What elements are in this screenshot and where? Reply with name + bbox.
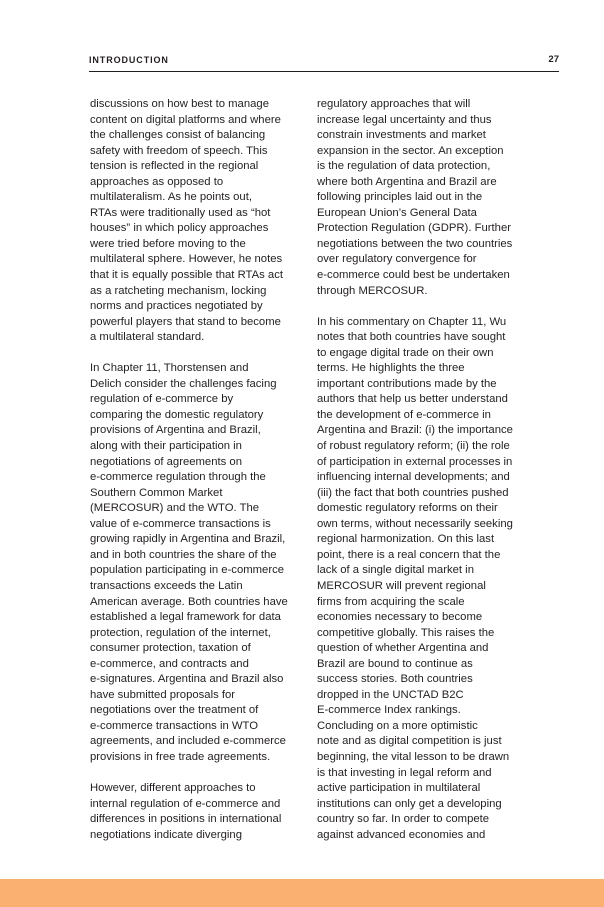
text-line: Protection Regulation (GDPR). Further <box>317 222 512 235</box>
text-line: competitive globally. This raises the <box>317 626 495 639</box>
text-line: as a ratcheting mechanism, locking <box>90 284 267 297</box>
text-line: negotiations between the two countries <box>317 237 513 250</box>
text-line: approaches as opposed to <box>90 175 224 188</box>
text-line: important contributions made by the <box>317 377 497 390</box>
text-line: negotiations over the treatment of <box>90 704 259 717</box>
paragraph-spacer <box>90 346 308 362</box>
text-line: value of e-commerce transactions is <box>90 517 271 530</box>
text-line: e-signatures. Argentina and Brazil also <box>90 673 284 686</box>
right-text-column <box>317 97 541 843</box>
text-line: tension is reflected in the regional <box>90 160 259 173</box>
text-line: powerful players that stand to become <box>90 315 281 328</box>
text-line: terms. He highlights the three <box>317 362 465 375</box>
text-line: e-commerce regulation through the <box>90 471 266 484</box>
text-line: comparing the domestic regulatory <box>90 408 264 421</box>
text-line: lack of a single digital market in <box>317 564 474 577</box>
text-line: (MERCOSUR) and the WTO. The <box>90 502 260 515</box>
text-line: domestic regulatory reforms on their <box>317 502 498 515</box>
text-line: growing rapidly in Argentina and Brazil, <box>90 533 286 546</box>
text-line: European Union’s General Data <box>317 206 477 219</box>
text-line: Argentina and Brazil: (i) the importance <box>317 424 513 437</box>
text-line: question of whether Argentina and <box>317 642 489 655</box>
text-line: where both Argentina and Brazil are <box>317 175 497 188</box>
text-line: dropped in the UNCTAD B2C <box>317 688 464 701</box>
text-line: Brazil are bound to continue as <box>317 657 473 670</box>
text-line: beginning, the vital lesson to be drawn <box>317 750 510 763</box>
text-line: expansion in the sector. An exception <box>317 144 504 157</box>
footer-color-band <box>0 879 604 907</box>
section-title: INTRODUCTION <box>89 55 169 65</box>
text-line: e-commerce transactions in WTO <box>90 719 259 732</box>
text-line: regional harmonization. On this last <box>317 533 495 546</box>
text-line: Southern Common Market <box>90 486 223 499</box>
text-line: E-commerce Index rankings. <box>317 704 461 717</box>
text-line: is the regulation of data protection, <box>317 160 491 173</box>
text-line: were tried before moving to the <box>90 237 246 250</box>
text-line: negotiations indicate diverging <box>90 828 242 841</box>
text-line: of participation in external processes in <box>317 455 513 468</box>
text-line: influencing internal developments; and <box>317 471 510 484</box>
text-line: e-commerce, and contracts and <box>90 657 249 670</box>
text-line: country so far. In order to compete <box>317 813 490 826</box>
text-line: multilateralism. As he points out, <box>90 191 252 204</box>
text-line: note and as digital competition is just <box>317 735 502 748</box>
text-line: the challenges consist of balancing <box>90 129 266 142</box>
text-line: differences in positions in international <box>90 813 282 826</box>
running-header <box>89 55 559 72</box>
text-line: constrain investments and market <box>317 129 486 142</box>
text-line: increase legal uncertainty and thus <box>317 113 492 126</box>
text-line: success stories. Both countries <box>317 673 473 686</box>
text-line: protection, regulation of the internet, <box>90 626 271 639</box>
text-line: a multilateral standard. <box>90 331 205 344</box>
paragraph <box>317 315 541 844</box>
text-line: established a legal framework for data <box>90 611 281 624</box>
text-line: transactions exceeds the Latin <box>90 579 243 592</box>
text-line: notes that both countries have sought <box>317 331 506 344</box>
paragraph <box>317 97 541 299</box>
paragraph <box>90 97 308 346</box>
text-line: through MERCOSUR. <box>317 284 428 297</box>
text-line: agreements, and included e-commerce <box>90 735 286 748</box>
text-line: have submitted proposals for <box>90 688 236 701</box>
text-line: e-commerce could best be undertaken <box>317 269 510 282</box>
text-line: own terms, without necessarily seeking <box>317 517 513 530</box>
paragraph-spacer <box>90 766 308 782</box>
text-line: (iii) the fact that both countries pushed <box>317 486 509 499</box>
paragraph <box>90 361 308 765</box>
text-line: MERCOSUR will prevent regional <box>317 579 486 592</box>
text-line: institutions can only get a developing <box>317 797 502 810</box>
text-line: content on digital platforms and where <box>90 113 281 126</box>
text-line: point, there is a real concern that the <box>317 548 501 561</box>
text-line: is that investing in legal reform and <box>317 766 492 779</box>
text-line: consumer protection, taxation of <box>90 642 251 655</box>
text-line: However, different approaches to <box>90 782 256 795</box>
text-line: RTAs were traditionally used as “hot <box>90 206 271 219</box>
text-line: regulatory approaches that will <box>317 98 471 110</box>
text-line: active participation in multilateral <box>317 782 481 795</box>
text-line: firms from acquiring the scale <box>317 595 465 608</box>
text-line: population participating in e-commerce <box>90 564 285 577</box>
text-line: of robust regulatory reform; (ii) the role <box>317 440 510 453</box>
text-line: Concluding on a more optimistic <box>317 719 478 732</box>
left-text-column <box>90 97 308 843</box>
text-line: the development of e-commerce in <box>317 408 491 421</box>
text-line: along with their participation in <box>90 440 242 453</box>
text-line: norms and practices negotiated by <box>90 300 263 313</box>
text-line: Delich consider the challenges facing <box>90 377 277 390</box>
text-line: to engage digital trade on their own <box>317 346 494 359</box>
text-line: discussions on how best to manage <box>90 98 269 110</box>
text-line: that it is equally possible that RTAs act <box>90 269 283 282</box>
text-line: against advanced economies and <box>317 828 486 841</box>
paragraph-spacer <box>317 299 541 315</box>
text-line: safety with freedom of speech. This <box>90 144 268 157</box>
paragraph <box>90 781 308 843</box>
text-line: multilateral sphere. However, he notes <box>90 253 283 266</box>
text-line: In Chapter 11, Thorstensen and <box>90 362 249 375</box>
text-line: and in both countries the share of the <box>90 548 277 561</box>
text-line: houses” in which policy approaches <box>90 222 269 235</box>
page-number: 27 <box>548 54 559 65</box>
text-line: negotiations of agreements on <box>90 455 242 468</box>
text-line: internal regulation of e-commerce and <box>90 797 281 810</box>
text-line: provisions in free trade agreements. <box>90 750 271 763</box>
text-line: In his commentary on Chapter 11, Wu <box>317 315 507 328</box>
text-line: regulation of e-commerce by <box>90 393 234 406</box>
text-line: following principles laid out in the <box>317 191 483 204</box>
text-line: economies necessary to become <box>317 611 483 624</box>
text-line: authors that help us better understand <box>317 393 508 406</box>
text-line: over regulatory convergence for <box>317 253 477 266</box>
text-line: American average. Both countries have <box>90 595 288 608</box>
text-line: provisions of Argentina and Brazil, <box>90 424 261 437</box>
